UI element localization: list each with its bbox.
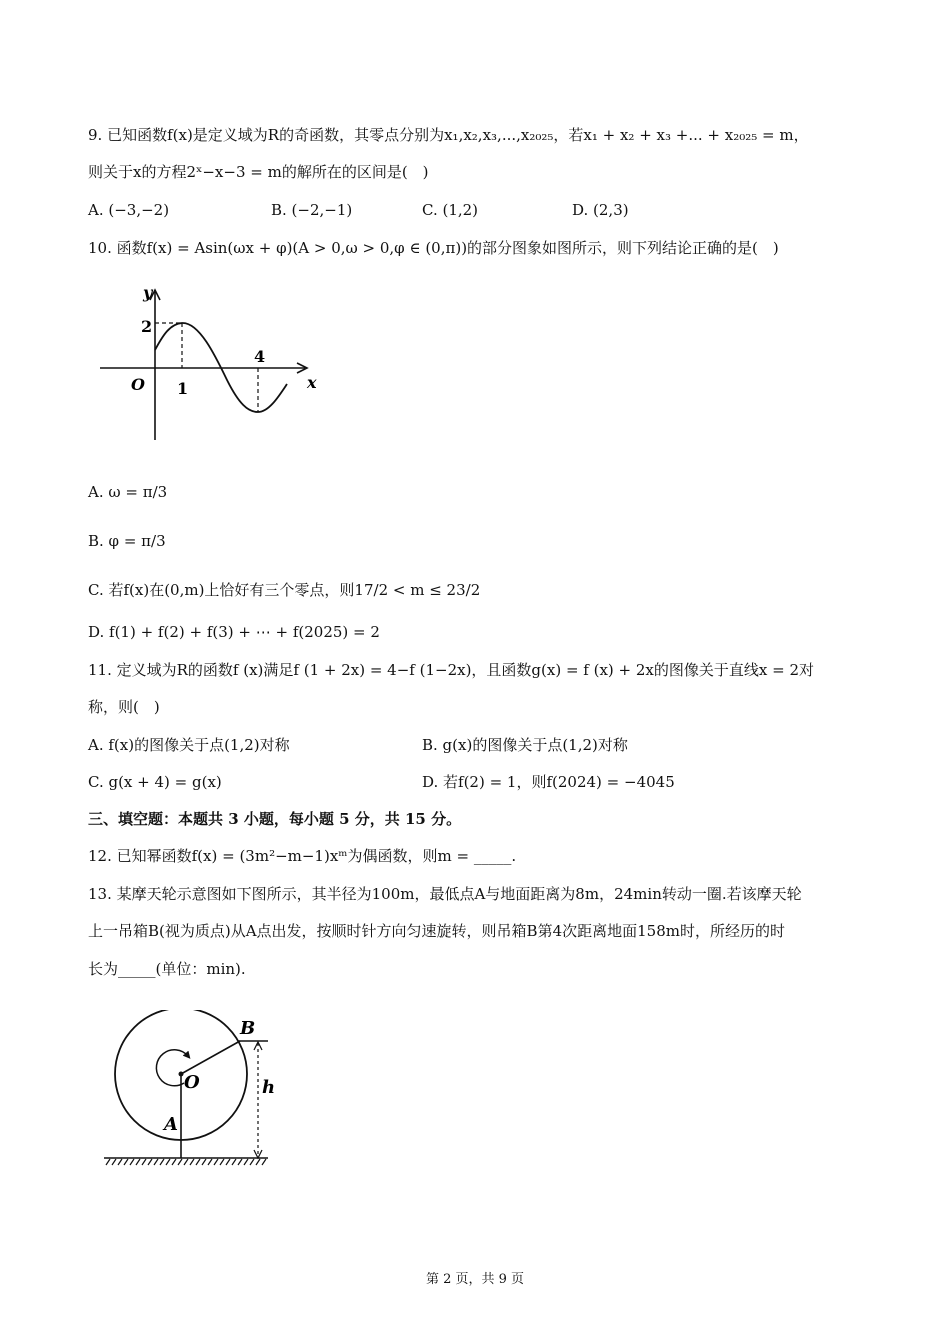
q9-option-b: B. (−2,−1): [271, 201, 353, 219]
q11-stem-line1: 11. 定义域为R的函数f (x)满足f (1 + 2x) = 4−f (1−2x)，且函数g(x) = f (x) + 2x的图像关于直线x = 2对: [88, 661, 815, 679]
section-3-heading: 三、填空题：本题共 3 小题，每小题 5 分，共 15 分。: [88, 810, 462, 828]
q9-option-c: C. (1,2): [422, 201, 479, 219]
x-axis-label: x: [307, 373, 317, 392]
q9-stem-line2: 则关于x的方程2ˣ−x−3 = m的解所在的区间是( ): [88, 163, 429, 181]
q10-stem: 10. 函数f(x) = Asin(ωx + φ)(A > 0,ω > 0,φ ∈ (0,π))的部分图象如图所示，则下列结论正确的是( ): [88, 239, 779, 257]
q11-option-b: B. g(x)的图像关于点(1,2)对称: [422, 736, 628, 754]
q9-option-d: D. (2,3): [572, 201, 629, 219]
q9-option-a: A. (−3,−2): [88, 201, 170, 219]
q10-sine-graph: [95, 280, 330, 450]
page-footer: 第 2 页，共 9 页: [425, 1272, 525, 1287]
peak-x-label: 1: [177, 379, 189, 398]
q11-option-d: D. 若f(2) = 1，则f(2024) = −4045: [422, 773, 675, 791]
q10-option-a: A. ω = π/3: [88, 483, 168, 501]
q11-option-a: A. f(x)的图像关于点(1,2)对称: [88, 736, 290, 754]
ground-hatching: [106, 1159, 266, 1165]
y-axis-label: y: [143, 283, 153, 302]
q13-stem-line3: 长为_____(单位：min).: [88, 960, 246, 978]
q13-ferris-wheel-figure: [100, 1010, 280, 1170]
q11-stem-line2: 称，则( ): [88, 698, 160, 716]
q13-stem-line1: 13. 某摩天轮示意图如下图所示，其半径为100m，最低点A与地面距离为8m，24min转动一圈.若该摩天轮: [88, 885, 802, 903]
origin-label: O: [131, 375, 145, 394]
q12-stem: 12. 已知幂函数f(x) = (3m²−m−1)xᵐ为偶函数，则m = _____.: [88, 847, 517, 865]
q10-option-c: C. 若f(x)在(0,m)上恰好有三个零点，则17/2 < m ≤ 23/2: [88, 581, 481, 599]
peak-value-label: 2: [141, 317, 153, 336]
radius-to-b: [181, 1041, 240, 1074]
q11-option-c: C. g(x + 4) = g(x): [88, 773, 222, 791]
q10-option-b: B. φ = π/3: [88, 532, 166, 550]
q9-stem-line1: 9. 已知函数f(x)是定义域为R的奇函数，其零点分别为x₁,x₂,x₃,...,x₂₀₂₅，若x₁ + x₂ + x₃ +... + x₂₀₂₅ = m，: [88, 126, 809, 144]
label-b: B: [240, 1018, 256, 1039]
q13-stem-line2: 上一吊箱B(视为质点)从A点出发，按顺时针方向匀速旋转，则吊箱B第4次距离地面158m时，所经历的时: [88, 922, 785, 940]
label-h: h: [262, 1077, 276, 1098]
label-o: O: [184, 1072, 200, 1093]
label-a: A: [164, 1114, 178, 1135]
q10-option-d: D. f(1) + f(2) + f(3) + ⋯ + f(2025) = 2: [88, 623, 380, 641]
trough-x-label: 4: [254, 347, 266, 366]
